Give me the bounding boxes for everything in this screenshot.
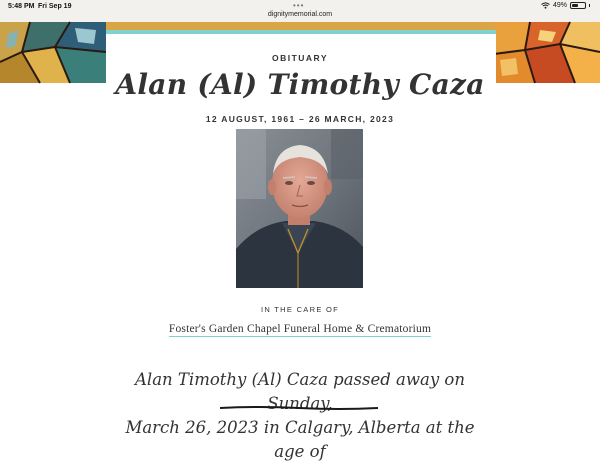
funeral-home-row	[0, 319, 600, 337]
card-accent-bar	[106, 30, 496, 34]
deceased-name: Alan (Al) Timothy Caza	[115, 68, 485, 101]
status-time: 5:48 PM	[8, 3, 35, 10]
url-bar[interactable]: dignitymemorial.com	[267, 11, 333, 18]
obituary-line-1: Alan Timothy (Al) Caza passed away on Sunday,	[135, 370, 465, 413]
battery-fill	[572, 4, 578, 7]
funeral-home-link[interactable]: Foster's Garden Chapel Funeral Home & Crematorium	[168, 323, 432, 335]
battery-tip	[589, 4, 590, 7]
status-bar	[0, 0, 600, 22]
obituary-line-2: March 26, 2023 in Calgary, Alberta at the age of	[125, 418, 475, 461]
care-label: IN THE CARE OF	[260, 305, 340, 314]
obituary-body	[118, 368, 482, 464]
status-right	[541, 2, 590, 9]
portrait-photo	[236, 129, 363, 288]
obituary-label: OBITUARY	[271, 53, 329, 63]
status-date: Fri Sep 19	[38, 3, 72, 10]
more-dots-icon[interactable]: •••	[293, 1, 305, 10]
wifi-icon	[541, 2, 550, 9]
life-dates: 12 AUGUST, 1961 – 26 MARCH, 2023	[205, 114, 395, 124]
battery-icon	[570, 2, 586, 9]
handwritten-underline	[219, 405, 379, 411]
battery-percent: 49%	[552, 2, 567, 9]
